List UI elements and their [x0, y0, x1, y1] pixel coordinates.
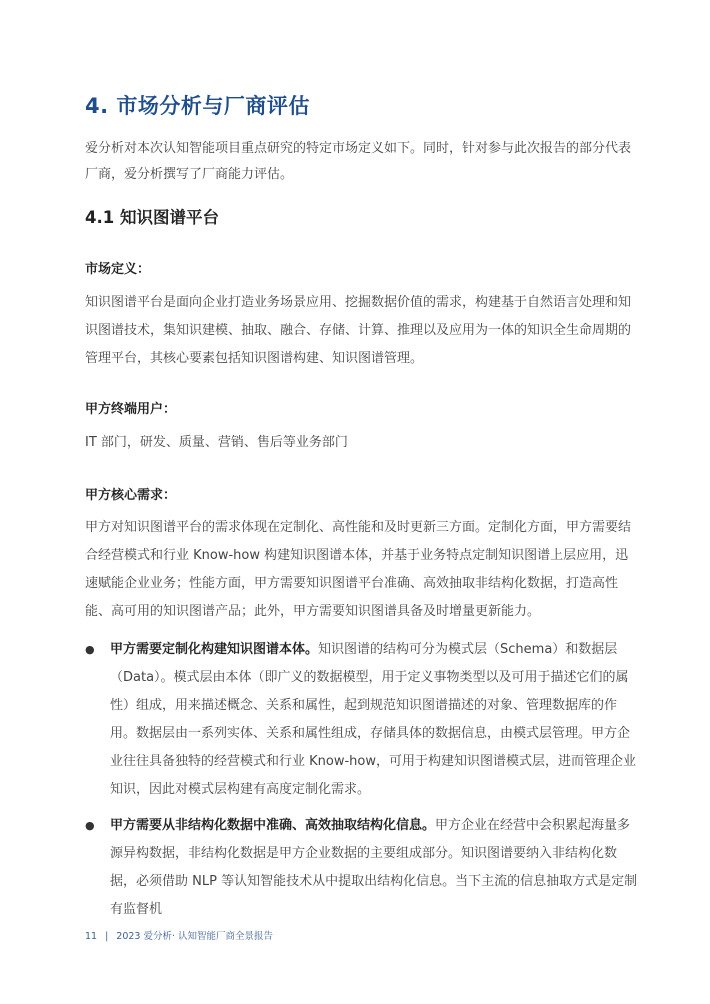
report-title: 2023 爱分析· 认知智能厂商全景报告 — [116, 931, 274, 942]
section-title: 4. 市场分析与厂商评估 — [85, 94, 310, 118]
bullet-bold-lead: 甲方需要从非结构化数据中准确、高效抽取结构化信息。 — [110, 818, 436, 833]
bullet-icon: ● — [85, 819, 95, 832]
core-needs-text: 甲方对知识图谱平台的需求体现在定制化、高性能和及时更新三方面。定制化方面，甲方需要结合经营模式和行业 Know-how 构建知识图谱本体，并基于业务特点定制知识图谱上层应用，迅速赋能企业业务；性能方面，甲方需要知识图谱平台准确、高效抽取非结构化数据，打造高性能、高可用的知识图谱产品；此外，甲方需要知识图谱具备及时增量更新能力。 — [85, 520, 632, 619]
market-definition-text: 知识图谱平台是面向企业打造业务场景应用、挖掘数据价值的需求，构建基于自然语言处理和知识图谱技术，集知识建模、抽取、融合、存储、计算、推理以及应用为一体的知识全生命周期的管理平台，其核心要素包括知识图谱构建、知识图谱管理。 — [85, 295, 632, 366]
section-intro: 爱分析对本次认知智能项目重点研究的特定市场定义如下。同时，针对参与此次报告的部分代表厂商，爱分析撰写了厂商能力评估。 — [85, 141, 632, 182]
end-users-text: IT 部门，研发、质量、营销、售后等业务部门 — [85, 435, 348, 450]
bullet-text — [110, 812, 640, 924]
bullet-bold-lead: 甲方需要定制化构建知识图谱本体。 — [110, 642, 319, 657]
core-needs-label: 甲方核心需求： — [85, 488, 177, 503]
page-footer — [85, 928, 273, 942]
page-number: 11 — [85, 931, 98, 942]
bullet-icon: ● — [85, 643, 95, 656]
footer-separator: | — [105, 931, 109, 942]
bullet-body: 甲方企业在经营中会积累起海量多源异构数据，非结构化数据是甲方企业数据的主要组成部分。知识图谱要纳入非结构化数据，必须借助 NLP 等认知智能技术从中提取出结构化信息。当下主流的信息抽取方式是定制有监督机 — [110, 818, 638, 917]
market-definition-label: 市场定义： — [85, 262, 151, 277]
end-users-label: 甲方终端用户： — [85, 402, 177, 417]
subsection-title: 4.1 知识图谱平台 — [85, 208, 219, 227]
bullet-text — [110, 636, 640, 804]
bullet-body: 知识图谱的结构可分为模式层（Schema）和数据层（Data）。模式层由本体（即广义的数据模型，用于定义事物类型以及可用于描述它们的属性）组成，用来描述概念、关系和属性，起到规范知识图谱描述的对象、管理数据库的作用。数据层由一系列实体、关系和属性组成，存储具体的数据信息，由模式层管理。甲方企业往往具备独特的经营模式和行业 Know-how，可用于构建知识图谱模式层，进而管理企业知识，因此对模式层构建有高度定制化需求。 — [110, 642, 636, 797]
